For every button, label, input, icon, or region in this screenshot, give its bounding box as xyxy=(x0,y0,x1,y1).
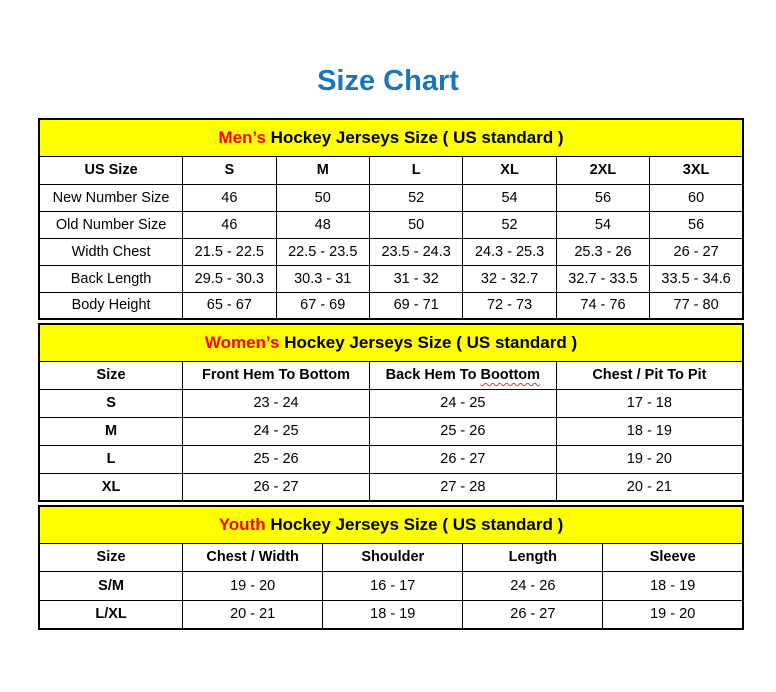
row-label: L/XL xyxy=(39,600,183,629)
row-label: S xyxy=(39,389,183,417)
cell: 16 - 17 xyxy=(323,571,463,600)
womens-section-title xyxy=(39,324,743,361)
row-label: Old Number Size xyxy=(39,211,183,238)
column-header: XL xyxy=(463,156,556,184)
cell: 19 - 20 xyxy=(556,445,743,473)
column-header: L xyxy=(369,156,462,184)
cell: 20 - 21 xyxy=(556,473,743,501)
column-header: US Size xyxy=(39,156,183,184)
cell: 18 - 19 xyxy=(323,600,463,629)
cell: 46 xyxy=(183,184,276,211)
cell: 24.3 - 25.3 xyxy=(463,238,556,265)
cell: 69 - 71 xyxy=(369,292,462,319)
table-row xyxy=(39,292,743,319)
cell: 19 - 20 xyxy=(183,571,323,600)
cell: 27 - 28 xyxy=(369,473,556,501)
table-row xyxy=(39,417,743,445)
mens-size-table xyxy=(38,118,744,320)
column-header: Sleeve xyxy=(603,543,743,571)
cell: 30.3 - 31 xyxy=(276,265,369,292)
cell: 24 - 26 xyxy=(463,571,603,600)
column-header-prefix: Back Hem To xyxy=(385,367,481,383)
cell: 26 - 27 xyxy=(463,600,603,629)
cell: 56 xyxy=(556,184,649,211)
row-label: Body Height xyxy=(39,292,183,319)
cell: 46 xyxy=(183,211,276,238)
cell: 26 - 27 xyxy=(650,238,743,265)
cell: 72 - 73 xyxy=(463,292,556,319)
cell: 23 - 24 xyxy=(183,389,370,417)
cell: 67 - 69 xyxy=(276,292,369,319)
womens-section-band xyxy=(39,324,743,361)
column-header: 3XL xyxy=(650,156,743,184)
column-header: Size xyxy=(39,543,183,571)
row-label: L xyxy=(39,445,183,473)
cell: 32.7 - 33.5 xyxy=(556,265,649,292)
cell: 26 - 27 xyxy=(369,445,556,473)
size-chart-tables xyxy=(38,118,744,630)
column-header: Shoulder xyxy=(323,543,463,571)
cell: 25 - 26 xyxy=(369,417,556,445)
cell: 65 - 67 xyxy=(183,292,276,319)
womens-size-table xyxy=(38,323,744,502)
cell: 48 xyxy=(276,211,369,238)
row-label: M xyxy=(39,417,183,445)
row-label: S/M xyxy=(39,571,183,600)
table-row xyxy=(39,211,743,238)
cell: 17 - 18 xyxy=(556,389,743,417)
youth-section-title xyxy=(39,506,743,543)
table-row xyxy=(39,389,743,417)
cell: 23.5 - 24.3 xyxy=(369,238,462,265)
cell: 26 - 27 xyxy=(183,473,370,501)
table-row xyxy=(39,445,743,473)
mens-header-row xyxy=(39,156,743,184)
mens-section-title xyxy=(39,119,743,156)
column-header: Chest / Width xyxy=(183,543,323,571)
cell: 19 - 20 xyxy=(603,600,743,629)
cell: 60 xyxy=(650,184,743,211)
youth-section-band xyxy=(39,506,743,543)
cell: 22.5 - 23.5 xyxy=(276,238,369,265)
cell: 18 - 19 xyxy=(603,571,743,600)
cell: 56 xyxy=(650,211,743,238)
womens-header-row xyxy=(39,361,743,389)
column-header xyxy=(369,361,556,389)
cell: 25.3 - 26 xyxy=(556,238,649,265)
column-header: 2XL xyxy=(556,156,649,184)
column-header: Length xyxy=(463,543,603,571)
cell: 29.5 - 30.3 xyxy=(183,265,276,292)
cell: 74 - 76 xyxy=(556,292,649,319)
cell: 32 - 32.7 xyxy=(463,265,556,292)
cell: 54 xyxy=(556,211,649,238)
row-label: New Number Size xyxy=(39,184,183,211)
cell: 20 - 21 xyxy=(183,600,323,629)
column-header: Size xyxy=(39,361,183,389)
row-label: Width Chest xyxy=(39,238,183,265)
cell: 50 xyxy=(369,211,462,238)
column-header: M xyxy=(276,156,369,184)
table-row xyxy=(39,571,743,600)
youth-size-table xyxy=(38,505,744,630)
mens-section-title-accent: Men’s xyxy=(218,127,266,147)
row-label: Back Length xyxy=(39,265,183,292)
cell: 24 - 25 xyxy=(369,389,556,417)
page-title: Size Chart xyxy=(317,65,459,97)
womens-section-title-accent: Women’s xyxy=(204,332,280,352)
table-row xyxy=(39,600,743,629)
column-header: Chest / Pit To Pit xyxy=(556,361,743,389)
cell: 18 - 19 xyxy=(556,417,743,445)
cell: 52 xyxy=(369,184,462,211)
mens-section-band xyxy=(39,119,743,156)
column-header: S xyxy=(183,156,276,184)
youth-header-row xyxy=(39,543,743,571)
table-row xyxy=(39,265,743,292)
cell: 54 xyxy=(463,184,556,211)
column-header: Front Hem To Bottom xyxy=(183,361,370,389)
cell: 21.5 - 22.5 xyxy=(183,238,276,265)
youth-section-title-rest: Hockey Jerseys Size ( US standard ) xyxy=(265,514,564,534)
cell: 24 - 25 xyxy=(183,417,370,445)
youth-section-title-accent: Youth xyxy=(218,514,266,534)
table-row xyxy=(39,473,743,501)
row-label: XL xyxy=(39,473,183,501)
cell: 52 xyxy=(463,211,556,238)
womens-section-title-rest: Hockey Jerseys Size ( US standard ) xyxy=(279,332,578,352)
cell: 33.5 - 34.6 xyxy=(650,265,743,292)
table-row xyxy=(39,184,743,211)
cell: 77 - 80 xyxy=(650,292,743,319)
cell: 25 - 26 xyxy=(183,445,370,473)
cell: 31 - 32 xyxy=(369,265,462,292)
cell: 50 xyxy=(276,184,369,211)
table-row xyxy=(39,238,743,265)
mens-section-title-rest: Hockey Jerseys Size ( US standard ) xyxy=(265,127,564,147)
misspelled-word: Boottom xyxy=(480,367,541,383)
